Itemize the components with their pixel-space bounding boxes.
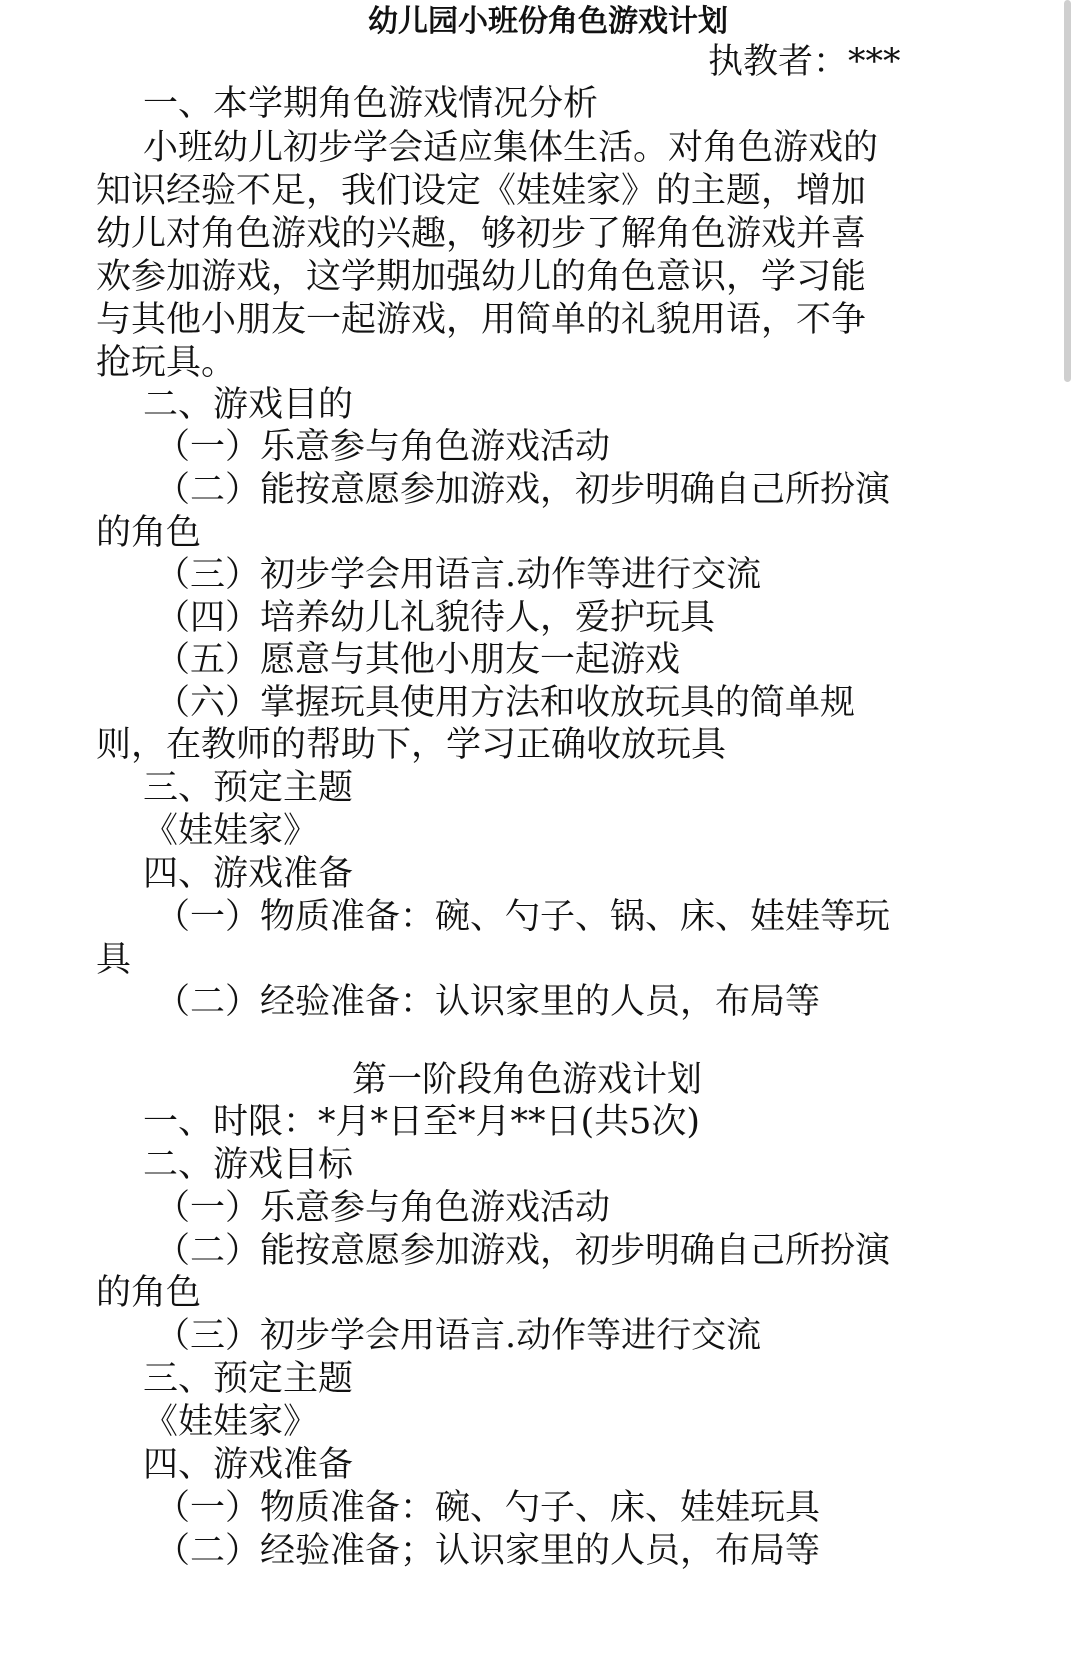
- author-line: 执教者：***: [708, 42, 901, 82]
- section-heading: 四、游戏准备: [143, 1445, 354, 1485]
- section-heading: 二、游戏目标: [143, 1145, 354, 1185]
- list-item: （三）初步学会用语言.动作等进行交流: [155, 1316, 762, 1356]
- section-heading: 一、本学期角色游戏情况分析: [143, 84, 599, 124]
- theme-name: 《娃娃家》: [143, 1402, 319, 1442]
- paragraph-line: 小班幼儿初步学会适应集体生活。对角色游戏的: [143, 128, 879, 168]
- section-heading: 四、游戏准备: [143, 854, 354, 894]
- list-item: （二）能按意愿参加游戏，初步明确自己所扮演: [155, 1231, 891, 1271]
- list-item-continuation: 则，在教师的帮助下，学习正确收放玩具: [96, 725, 727, 765]
- section-heading: 三、预定主题: [143, 1359, 354, 1399]
- paragraph-line: 抢玩具。: [96, 343, 237, 383]
- document-title: 幼儿园小班份角色游戏计划: [368, 4, 728, 39]
- paragraph-line: 幼儿对角色游戏的兴趣，够初步了解角色游戏并喜: [96, 214, 867, 254]
- theme-name: 《娃娃家》: [143, 811, 319, 851]
- section-heading: 二、游戏目的: [143, 385, 354, 425]
- section-heading: 三、预定主题: [143, 768, 354, 808]
- list-item: （四）培养幼儿礼貌待人，爱护玩具: [155, 598, 716, 638]
- section-heading: 一、时限：*月*日至*月**日(共5次): [143, 1102, 701, 1142]
- paragraph-line: 知识经验不足，我们设定《娃娃家》的主题，增加: [96, 171, 867, 211]
- list-item-continuation: 具: [96, 940, 132, 980]
- vertical-scrollbar[interactable]: [1064, 0, 1071, 382]
- list-item-continuation: 的角色: [96, 513, 202, 553]
- stage-title: 第一阶段角色游戏计划: [352, 1060, 703, 1100]
- list-item: （一）物质准备：碗、勺子、床、娃娃玩具: [155, 1488, 821, 1528]
- list-item: （二）能按意愿参加游戏，初步明确自己所扮演: [155, 470, 891, 510]
- list-item-continuation: 的角色: [96, 1273, 202, 1313]
- list-item: （三）初步学会用语言.动作等进行交流: [155, 555, 762, 595]
- paragraph-line: 欢参加游戏，这学期加强幼儿的角色意识，学习能: [96, 257, 867, 297]
- list-item: （二）经验准备；认识家里的人员，布局等: [155, 1531, 821, 1571]
- list-item: （六）掌握玩具使用方法和收放玩具的简单规: [155, 683, 856, 723]
- list-item: （五）愿意与其他小朋友一起游戏: [155, 640, 681, 680]
- list-item: （一）物质准备：碗、勺子、锅、床、娃娃等玩: [155, 897, 891, 937]
- paragraph-line: 与其他小朋友一起游戏，用简单的礼貌用语，不争: [96, 300, 867, 340]
- list-item: （二）经验准备：认识家里的人员，布局等: [155, 982, 821, 1022]
- list-item: （一）乐意参与角色游戏活动: [155, 1188, 611, 1228]
- list-item: （一）乐意参与角色游戏活动: [155, 427, 611, 467]
